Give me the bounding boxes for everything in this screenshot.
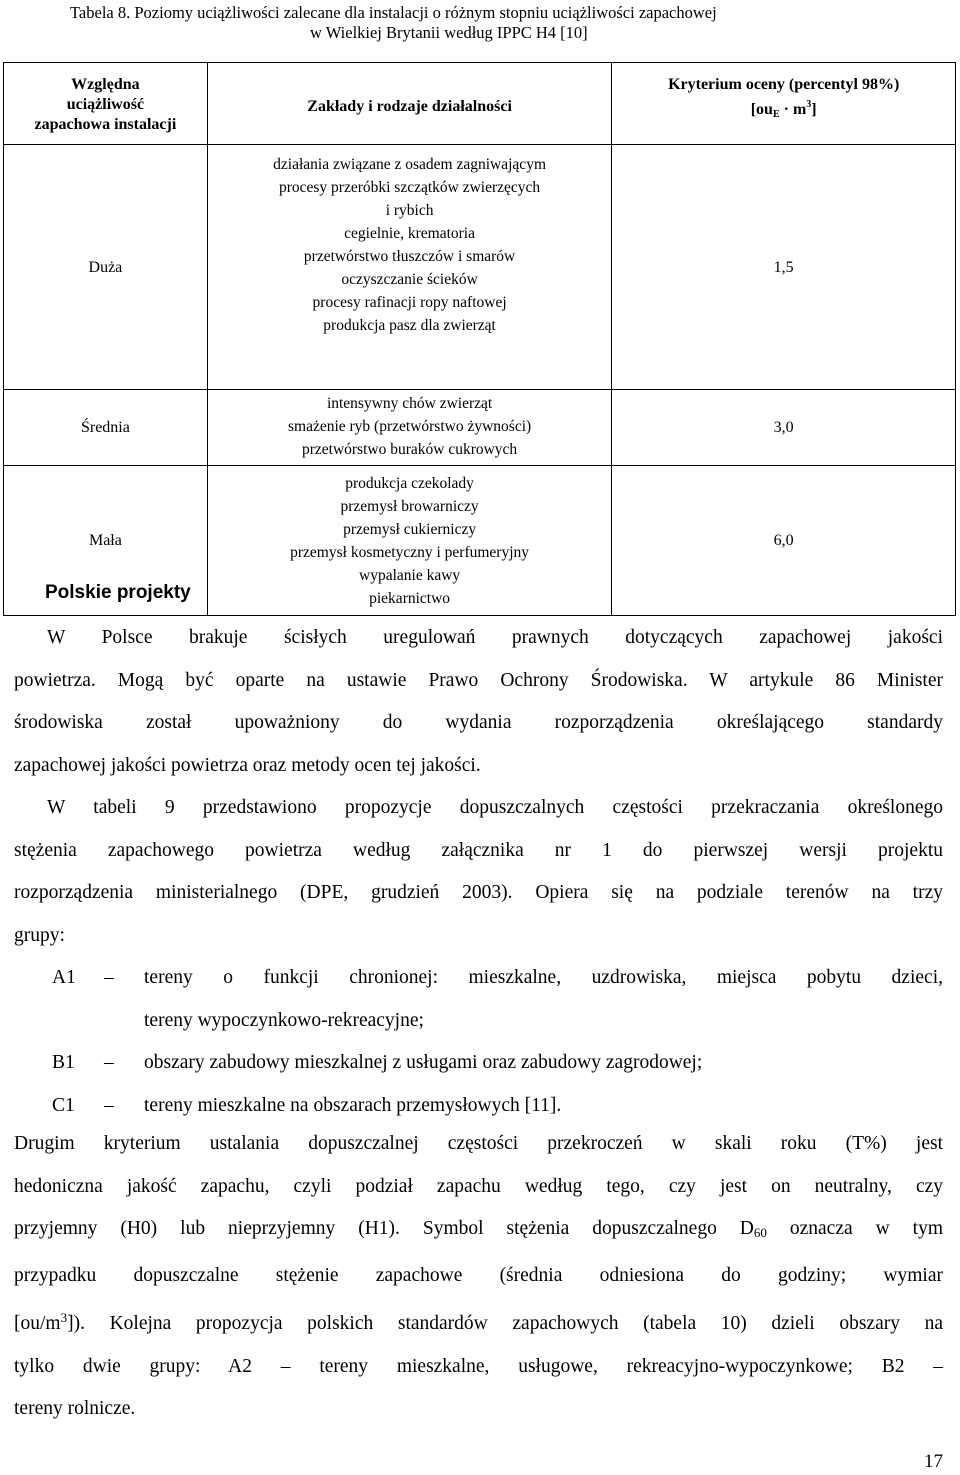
unit-suffix: ] bbox=[811, 101, 817, 118]
header-criterion bbox=[612, 63, 956, 145]
group-code: C1 bbox=[52, 1094, 75, 1116]
activity-item: piekarnictwo bbox=[369, 590, 451, 607]
body-text-1 bbox=[14, 617, 943, 957]
criterion-value: 1,5 bbox=[612, 145, 956, 390]
activity-item: procesy rafinacji ropy naftowej bbox=[312, 294, 507, 311]
activity-item: procesy przeróbki szczątków zwierzęcych bbox=[278, 179, 541, 196]
paragraph-line: środowiska został upoważniony do wydania rozporządzenia określającego standardy bbox=[14, 712, 943, 733]
paragraph-line: stężenia zapachowego powietrza według załącznika nr 1 do pierwszej wersji projektu bbox=[14, 839, 943, 861]
activity-item: cegielnie, krematoria bbox=[344, 225, 475, 242]
activity-item: przetwórstwo buraków cukrowych bbox=[301, 441, 518, 458]
header-col1-line: zapachowa instalacji bbox=[34, 116, 177, 133]
group-description: obszary zabudowy mieszkalnej z usługami oraz zabudowy zagrodowej; bbox=[144, 1052, 703, 1073]
group-item-a1 bbox=[14, 957, 943, 1000]
activity-item: przetwórstwo tłuszczów i smarów bbox=[303, 248, 516, 265]
activity-list bbox=[208, 392, 612, 461]
group-code-spacer bbox=[14, 1000, 104, 1043]
paragraph-line bbox=[14, 1297, 943, 1346]
text-run: ]). Kolejna propozycja polskich standardów zapachowych (tabela 10) dzieli obszary na bbox=[67, 1313, 943, 1334]
area-groups-list bbox=[14, 957, 943, 1127]
paragraph-line bbox=[14, 1208, 943, 1255]
paragraph-line: powietrza. Mogą być oparte na ustawie Prawo Ochrony Środowiska. W artykule 86 Minister bbox=[14, 669, 943, 691]
group-dash: – bbox=[104, 1094, 114, 1116]
table-row bbox=[4, 390, 956, 466]
paragraph-line: przypadku dopuszczalne stężenie zapachowe (średnia odniesiona do godziny; wymiar bbox=[14, 1264, 943, 1286]
text-run: [ou/m bbox=[14, 1313, 61, 1334]
category-cell: Duża bbox=[4, 145, 208, 390]
group-code: A1 bbox=[52, 967, 76, 988]
paragraph-line: grupy: bbox=[14, 924, 65, 946]
activity-item: produkcja pasz dla zwierząt bbox=[323, 317, 496, 334]
category-cell: Mała bbox=[4, 466, 208, 616]
paragraph-line: tylko dwie grupy: A2 – tereny mieszkalne, usługowe, rekreacyjno-wypoczynkowe; B2 – bbox=[14, 1355, 943, 1377]
activity-item: oczyszczanie ścieków bbox=[341, 271, 478, 288]
section-heading: Polskie projekty bbox=[45, 582, 191, 603]
header-col2-text: Zakłady i rodzaje działalności bbox=[307, 98, 512, 115]
activity-list bbox=[208, 472, 612, 610]
activity-item: przemysł kosmetyczny i perfumeryjny bbox=[290, 544, 530, 561]
group-dash-spacer bbox=[104, 1000, 144, 1043]
activities-cell bbox=[207, 390, 612, 466]
text-run: oznacza w tym bbox=[766, 1218, 943, 1239]
group-item-a1-cont bbox=[14, 1000, 943, 1043]
paragraph-line: W Polsce brakuje ścisłych uregulowań prawnych dotyczących zapachowej jakości bbox=[47, 627, 943, 648]
group-dash: – bbox=[104, 967, 114, 988]
paragraph-line: zapachowej jakości powietrza oraz metody ocen tej jakości. bbox=[14, 754, 481, 776]
table-row bbox=[4, 145, 956, 390]
group-code: B1 bbox=[52, 1052, 75, 1073]
table-caption-line-2: w Wielkiej Brytanii według IPPC H4 [10] bbox=[310, 23, 588, 42]
activities-cell bbox=[207, 466, 612, 616]
activity-item: i rybich bbox=[385, 202, 434, 219]
header-relative-nuisance bbox=[4, 63, 208, 145]
activity-item: produkcja czekolady bbox=[345, 475, 474, 492]
group-dash: – bbox=[104, 1052, 114, 1073]
odour-criteria-table bbox=[3, 62, 956, 616]
unit-sup: 3 bbox=[806, 99, 812, 110]
paragraph-line: W tabeli 9 przedstawiono propozycje dopuszczalnych częstości przekraczania określonego bbox=[47, 797, 943, 818]
paragraph-line: Drugim kryterium ustalania dopuszczalnej częstości przekroczeń w skali roku (T%) jest bbox=[14, 1133, 943, 1154]
group-item-c1 bbox=[14, 1085, 943, 1128]
header-col1-line: Względna bbox=[71, 76, 140, 93]
group-line: tereny wypoczynkowo-rekreacyjne; bbox=[144, 1009, 424, 1031]
activity-item: działania związane z osadem zagniwającym bbox=[273, 156, 546, 173]
subscript: 60 bbox=[753, 1225, 767, 1240]
superscript: 3 bbox=[60, 1310, 68, 1325]
unit-prefix: [ou bbox=[750, 101, 773, 118]
group-line: tereny o funkcji chronionej: mieszkalne, uzdrowiska, miejsca pobytu dzieci, bbox=[144, 967, 943, 988]
header-col1-line: uciążliwość bbox=[66, 96, 145, 113]
header-col3-unit bbox=[612, 95, 955, 125]
activity-list bbox=[208, 153, 612, 337]
activity-item: przemysł cukierniczy bbox=[343, 521, 477, 538]
paragraph-line: rozporządzenia ministerialnego (DPE, grudzień 2003). Opiera się na podziale terenów na trzy bbox=[14, 882, 943, 903]
header-col3-line: Kryterium oceny (percentyl 98%) bbox=[668, 76, 900, 93]
activity-item: intensywny chów zwierząt bbox=[326, 395, 493, 412]
activity-item: przemysł browarniczy bbox=[340, 498, 479, 515]
paragraph-line: tereny rolnicze. bbox=[14, 1398, 136, 1419]
criterion-value: 6,0 bbox=[612, 466, 956, 616]
criterion-value: 3,0 bbox=[612, 390, 956, 466]
activity-item: smażenie ryb (przetwórstwo żywności) bbox=[287, 418, 532, 435]
group-item-b1 bbox=[14, 1042, 943, 1085]
group-description: tereny mieszkalne na obszarach przemysłowych [11]. bbox=[144, 1094, 562, 1116]
page-number: 17 bbox=[924, 1451, 943, 1472]
text-run: przyjemny (H0) lub nieprzyjemny (H1). Symbol stężenia dopuszczalnego D bbox=[14, 1218, 754, 1239]
activities-cell bbox=[207, 145, 612, 390]
body-text-2 bbox=[14, 1123, 943, 1431]
header-activities bbox=[207, 63, 612, 145]
table-caption-line-1: Tabela 8. Poziomy uciążliwości zalecane dla instalacji o różnym stopniu uciążliwości zapachowej bbox=[70, 3, 717, 22]
activity-item: wypalanie kawy bbox=[359, 567, 461, 584]
unit-sub: E bbox=[772, 109, 780, 120]
paragraph-line: hedoniczna jakość zapachu, czyli podział zapachu według tego, czy jest on neutralny, czy bbox=[14, 1175, 943, 1197]
category-cell: Średnia bbox=[4, 390, 208, 466]
table-caption bbox=[70, 3, 950, 43]
group-description bbox=[144, 957, 943, 1000]
unit-mid: · m bbox=[779, 101, 807, 118]
table-header-row bbox=[4, 63, 956, 145]
